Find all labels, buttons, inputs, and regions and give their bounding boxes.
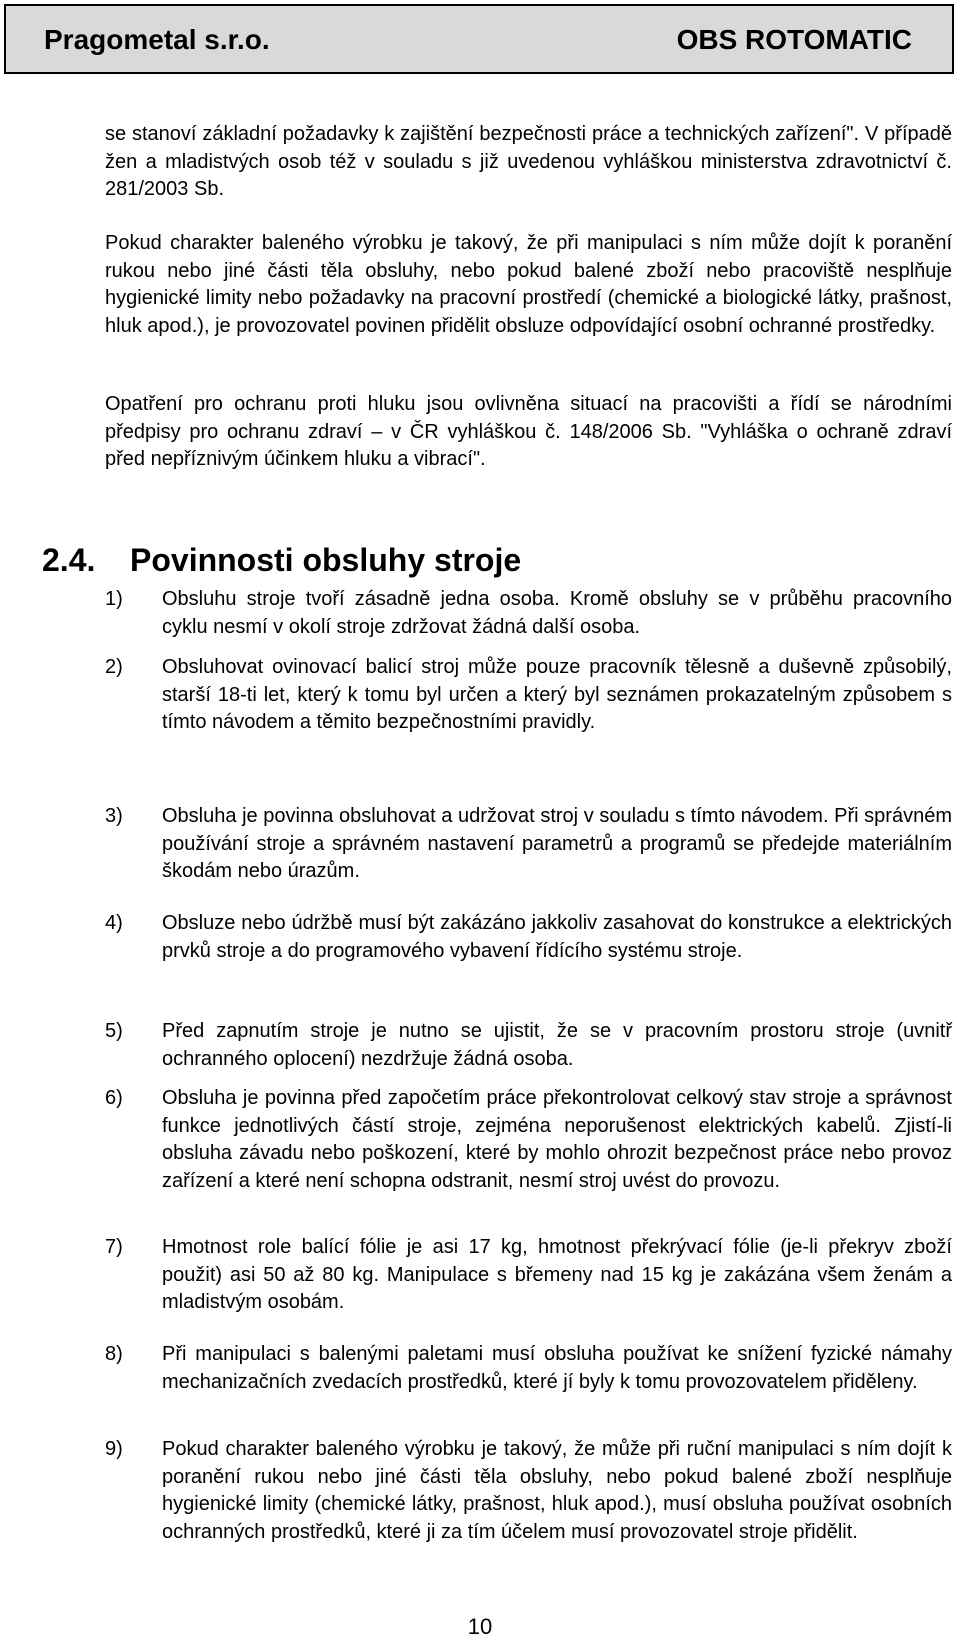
section-heading xyxy=(42,542,521,579)
section-title: Povinnosti obsluhy stroje xyxy=(130,542,522,578)
company-name: Pragometal s.r.o. xyxy=(44,24,270,55)
paragraph-noise-protection: Opatření pro ochranu proti hluku jsou ovlivněna situací na pracovišti a řídí se národními předpisy pro ochranu zdraví – v ČR vyhláškou č. 148/2006 Sb. "Vyhláška o ochraně zdraví před nepříznivým účinkem hluku a vibrací". xyxy=(105,393,952,470)
paragraph-protective-equipment: Pokud charakter baleného výrobku je takový, že při manipulaci s ním může dojít k poranění rukou nebo jiné části těla obsluhy, nebo pokud balené zboží nebo pracoviště nesplňuje hygienické limity nebo požadavky na pracovní prostředí (chemické a biologické látky, prašnost, hluk apod.), je provozovatel povinen přidělit obsluze odpovídající osobní ochranné prostředky. xyxy=(105,232,952,337)
list-item xyxy=(105,1341,952,1396)
list-item-number: 7) xyxy=(105,1236,123,1258)
list-item xyxy=(105,803,952,886)
list-item xyxy=(105,910,952,965)
list-item-number: 4) xyxy=(105,912,123,934)
list-item-text: Při manipulaci s balenými paletami musí obsluha používat ke snížení fyzické námahy mechanizačních zvedacích prostředků, které jí byly k tomu provozovatelem přiděleny. xyxy=(162,1343,952,1393)
page-header xyxy=(4,4,954,74)
list-item xyxy=(105,1018,952,1073)
product-name: OBS ROTOMATIC xyxy=(676,24,912,55)
list-item-number: 2) xyxy=(105,656,123,678)
page-number: 10 xyxy=(467,1614,493,1639)
list-item-text: Obsluze nebo údržbě musí být zakázáno jakkoliv zasahovat do konstrukce a elektrických prvků stroje a do programového vybavení řídícího systému stroje. xyxy=(162,912,952,962)
list-item-number: 5) xyxy=(105,1020,123,1042)
list-item xyxy=(105,1085,952,1195)
section-number: 2.4. xyxy=(42,542,96,578)
list-item-number: 6) xyxy=(105,1087,123,1109)
list-item-text: Před zapnutím stroje je nutno se ujistit, že se v pracovním prostoru stroje (uvnitř ochranného oplocení) nezdržuje žádná osoba. xyxy=(162,1020,952,1070)
list-item-text: Obsluha je povinna před započetím práce překontrolovat celkový stav stroje a správnost funkce jednotlivých částí stroje, zejména neporušenost elektrických kabelů. Zjistí-li obsluha závadu nebo poškození, které by mohlo ohrozit bezpečnost práce nebo provoz zařízení a které není schopna odstranit, nesmí stroj uvést do provozu. xyxy=(162,1087,952,1192)
list-item-text: Pokud charakter baleného výrobku je takový, že může při ruční manipulaci s ním dojít k poranění rukou nebo jiné části těla obsluhy, nebo pokud balené zboží nesplňuje hygienické limity (chemické látky, prašnost, hluk apod.), musí obsluha používat osobních ochranných prostředků, které ji za tím účelem musí provozovatel stroje přidělit. xyxy=(162,1438,952,1543)
paragraph-regulations: se stanoví základní požadavky k zajištění bezpečnosti práce a technických zařízení". V případě žen a mladistvých osob též v souladu s již uvedenou vyhláškou ministerstva zdravotnictví č. 281/2003 Sb. xyxy=(105,123,952,200)
list-item-text: Obsluha je povinna obsluhovat a udržovat stroj v souladu s tímto návodem. Při správném používání stroje a správném nastavení parametrů a programů se předejde materiálním škodám nebo úrazům. xyxy=(162,805,952,882)
list-item xyxy=(105,1436,952,1546)
list-item xyxy=(105,586,952,641)
list-item-text: Obsluhovat ovinovací balicí stroj může pouze pracovník tělesně a duševně způsobilý, starší 18-ti let, který k tomu byl určen a který byl seznámen prokazatelným způsobem s tímto návodem a těmito bezpečnostními pravidly. xyxy=(162,656,952,733)
list-item-number: 8) xyxy=(105,1343,123,1365)
list-item-text: Hmotnost role balící fólie je asi 17 kg, hmotnost překrývací fólie (je-li překryv zboží použit) asi 50 až 80 kg. Manipulace s břemeny nad 15 kg je zakázána všem ženám a mladistvým osobám. xyxy=(162,1236,952,1313)
list-item-number: 1) xyxy=(105,588,123,610)
list-item-text: Obsluhu stroje tvoří zásadně jedna osoba. Kromě obsluhy se v průběhu pracovního cyklu nesmí v okolí stroje zdržovat žádná další osoba. xyxy=(162,588,952,638)
list-item-number: 3) xyxy=(105,805,123,827)
list-item xyxy=(105,1234,952,1317)
list-item xyxy=(105,654,952,737)
list-item-number: 9) xyxy=(105,1438,123,1460)
